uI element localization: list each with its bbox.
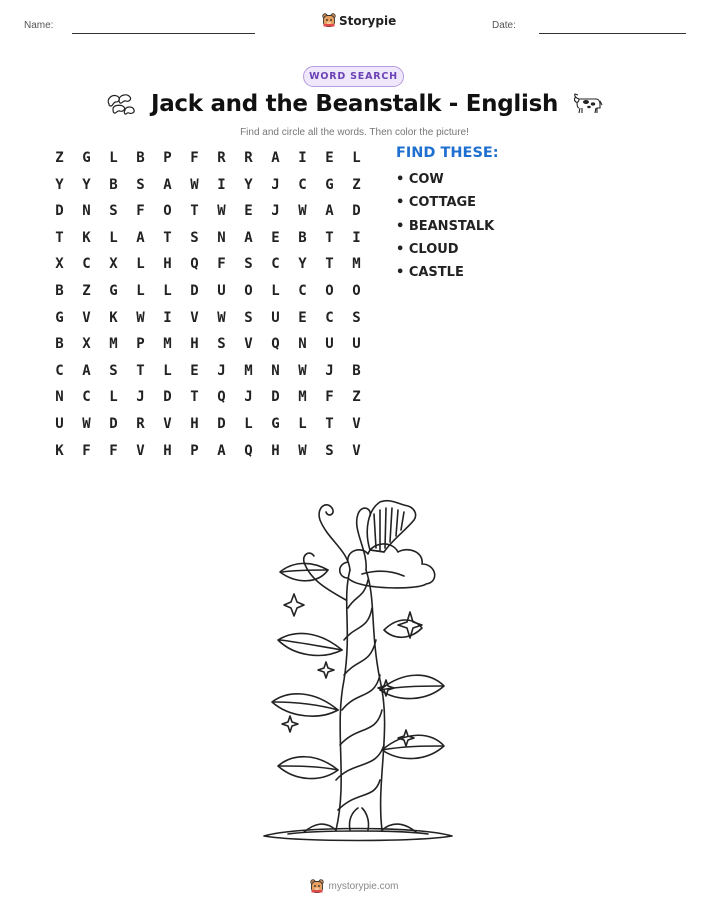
grid-cell: Q [217, 389, 226, 406]
grid-cell: P [136, 336, 145, 353]
grid-cell: D [217, 415, 226, 432]
grid-cell: D [109, 415, 118, 432]
grid-cell: G [109, 282, 118, 299]
grid-cell: V [136, 442, 145, 459]
grid-cell: E [271, 229, 280, 246]
word-list [396, 171, 494, 287]
grid-cell: T [55, 229, 64, 246]
word-search-badge: WORD SEARCH [303, 66, 404, 87]
grid-cell: B [55, 336, 64, 353]
grid-cell: V [190, 309, 199, 326]
footer-url: mystorypie.com [328, 881, 399, 892]
brand-logo [322, 13, 396, 28]
grid-cell: T [325, 229, 334, 246]
grid-cell: L [136, 282, 145, 299]
grid-cell: E [298, 309, 307, 326]
grid-cell: L [352, 150, 361, 166]
grid-cell: O [163, 203, 172, 220]
grid-cell: G [325, 176, 334, 193]
grid-cell: J [271, 176, 280, 193]
grid-cell: Y [244, 176, 253, 193]
word-item-cloud: • CLOUD [396, 241, 459, 257]
grid-cell: N [298, 336, 307, 353]
grid-cell: W [82, 415, 91, 432]
grid-cell: J [271, 203, 280, 220]
grid-cell: C [298, 282, 307, 299]
grid-cell: S [352, 309, 361, 326]
grid-cell: I [163, 309, 172, 326]
grid-cell: H [190, 336, 199, 353]
find-these-heading: FIND THESE: [396, 145, 499, 161]
grid-cell: M [163, 336, 172, 353]
grid-cell: O [325, 282, 334, 299]
date-line [539, 33, 686, 34]
grid-cell: C [298, 176, 307, 193]
grid-cell: A [325, 203, 334, 220]
grid-cell: C [82, 256, 91, 273]
grid-cell: Y [55, 176, 64, 193]
word-search-grid [46, 148, 370, 467]
grid-cell: L [109, 389, 118, 406]
grid-cell: H [163, 442, 172, 459]
grid-cell: G [55, 309, 64, 326]
grid-cell: W [298, 203, 307, 220]
grid-cell: E [325, 150, 334, 166]
grid-cell: F [190, 150, 199, 166]
grid-cell: L [271, 282, 280, 299]
grid-cell: D [55, 203, 64, 220]
name-label: Name: [24, 20, 54, 31]
grid-cell: Z [352, 389, 361, 406]
grid-cell: H [271, 442, 280, 459]
grid-cell: L [109, 229, 118, 246]
grid-cell: J [136, 389, 145, 406]
grid-cell: T [163, 229, 172, 246]
grid-cell: J [244, 389, 253, 406]
grid-cell: V [352, 415, 361, 432]
grid-cell: D [163, 389, 172, 406]
grid-cell: C [271, 256, 280, 273]
date-label: Date: [492, 20, 516, 31]
grid-cell: X [82, 336, 91, 353]
grid-cell: K [109, 309, 118, 326]
grid-cell: M [352, 256, 361, 273]
brand-name: Storypie [339, 13, 397, 28]
grid-cell: C [325, 309, 334, 326]
grid-cell: U [271, 309, 280, 326]
grid-cell: I [298, 150, 307, 166]
grid-cell: A [217, 442, 226, 459]
grid-cell: A [82, 362, 91, 379]
grid-cell: W [136, 309, 145, 326]
grid-cell: F [325, 389, 334, 406]
grid-cell: S [190, 229, 199, 246]
grid-cell: M [109, 336, 118, 353]
grid-cell: A [244, 229, 253, 246]
word-item-cottage: • COTTAGE [396, 195, 477, 211]
grid-cell: P [190, 442, 199, 459]
grid-cell: B [352, 362, 361, 379]
grid-cell: T [190, 203, 199, 220]
grid-cell: G [271, 415, 280, 432]
grid-cell: R [244, 150, 253, 166]
grid-cell: N [82, 203, 91, 220]
grid-cell: N [55, 389, 64, 406]
grid-cell: D [190, 282, 199, 299]
grid-cell: S [136, 176, 145, 193]
grid-cell: C [55, 362, 64, 379]
grid-cell: Q [271, 336, 280, 353]
grid-cell: Z [82, 282, 91, 299]
grid-cell: L [163, 362, 172, 379]
grid-cell: S [109, 203, 118, 220]
grid-cell: R [136, 415, 145, 432]
grid-cell: I [352, 229, 361, 246]
beans-icon [105, 91, 137, 117]
grid-cell: F [136, 203, 145, 220]
grid-cell: U [352, 336, 361, 353]
grid-cell: L [298, 415, 307, 432]
grid-cell: L [109, 150, 118, 166]
grid-cell: L [244, 415, 253, 432]
grid-cell: T [325, 256, 334, 273]
grid-cell: D [352, 203, 361, 220]
grid-cell: I [217, 176, 226, 193]
storypie-bear-icon [322, 13, 336, 28]
grid-cell: W [217, 309, 226, 326]
grid-cell: H [163, 256, 172, 273]
grid-cell: M [298, 389, 307, 406]
grid-cell: V [163, 415, 172, 432]
grid-cell: J [325, 362, 334, 379]
grid-cell: P [163, 150, 172, 166]
grid-cell: V [82, 309, 91, 326]
title-row [0, 91, 709, 117]
grid-cell: S [217, 336, 226, 353]
grid-cell: U [325, 336, 334, 353]
grid-cell: V [244, 336, 253, 353]
grid-cell: E [244, 203, 253, 220]
footer [0, 879, 709, 894]
grid-cell: B [109, 176, 118, 193]
grid-cell: A [136, 229, 145, 246]
grid-cell: D [271, 389, 280, 406]
grid-cell: T [325, 415, 334, 432]
grid-cell: K [55, 442, 64, 459]
name-line [72, 33, 255, 34]
grid-cell: H [190, 415, 199, 432]
word-item-beanstalk: • BEANSTALK [396, 218, 495, 234]
grid-cell: S [109, 362, 118, 379]
grid-cell: J [217, 362, 226, 379]
grid-cell: N [271, 362, 280, 379]
grid-cell: U [217, 282, 226, 299]
grid-cell: T [190, 389, 199, 406]
grid-cell: C [82, 389, 91, 406]
instructions: Find and circle all the words. Then color the picture! [240, 127, 469, 138]
grid-cell: S [244, 309, 253, 326]
grid-cell: A [163, 176, 172, 193]
grid-cell: F [217, 256, 226, 273]
grid-cell: O [244, 282, 253, 299]
grid-cell: Z [352, 176, 361, 193]
grid-cell: E [190, 362, 199, 379]
word-item-castle: • CASTLE [396, 265, 464, 281]
word-item-cow: • COW [396, 172, 444, 187]
grid-cell: X [109, 256, 118, 273]
grid-cell: V [352, 442, 361, 459]
grid-cell: R [217, 150, 226, 166]
grid-cell: B [298, 229, 307, 246]
grid-cell: U [55, 415, 64, 432]
grid-cell: Q [190, 256, 199, 273]
grid-cell: F [82, 442, 91, 459]
grid-cell: G [82, 150, 91, 166]
grid-cell: X [55, 256, 64, 273]
grid-cell: L [136, 256, 145, 273]
grid-cell: S [244, 256, 253, 273]
grid-cell: Y [298, 256, 307, 273]
grid-cell: B [136, 150, 145, 166]
grid-cell: K [82, 229, 91, 246]
grid-cell: S [325, 442, 334, 459]
grid-cell: F [109, 442, 118, 459]
page-title: Jack and the Beanstalk - English [150, 91, 559, 117]
grid-cell: L [163, 282, 172, 299]
grid-cell: Y [82, 176, 91, 193]
grid-cell: B [55, 282, 64, 299]
grid-cell: O [352, 282, 361, 299]
cow-icon [572, 91, 604, 117]
grid-cell: M [244, 362, 253, 379]
grid-cell: T [136, 362, 145, 379]
grid-cell: N [217, 229, 226, 246]
grid-cell: W [298, 442, 307, 459]
grid-cell: W [190, 176, 199, 193]
grid-cell: Z [55, 150, 64, 166]
beanstalk-harp-illustration [258, 490, 458, 852]
storypie-bear-icon [310, 879, 324, 894]
grid-cell: W [217, 203, 226, 220]
grid-cell: W [298, 362, 307, 379]
grid-cell: Q [244, 442, 253, 459]
grid-cell: A [271, 150, 280, 166]
